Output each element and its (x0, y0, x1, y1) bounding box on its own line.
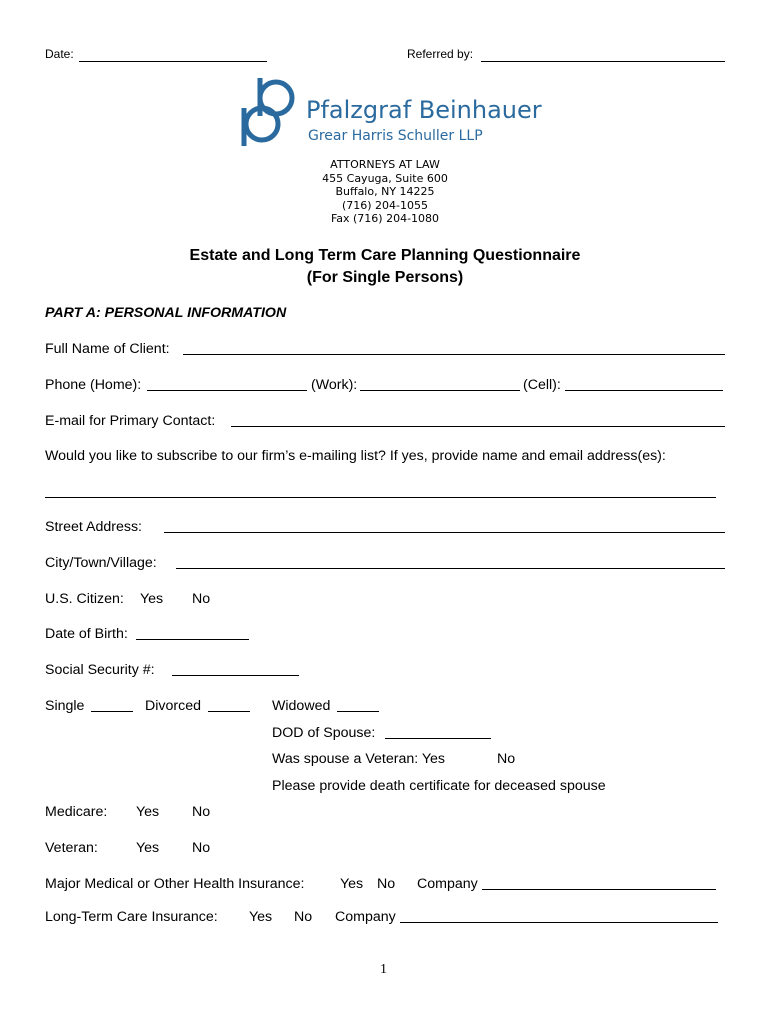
ltc-company-field[interactable] (400, 922, 718, 923)
ltc-no-option[interactable]: No (294, 909, 313, 925)
address-line: ATTORNEYS AT LAW (330, 158, 440, 171)
phone-work-label: (Work): (311, 377, 358, 393)
death-certificate-note: Please provide death certificate for deceased spouse (272, 778, 606, 794)
widowed-field[interactable] (337, 711, 379, 712)
full-name-label: Full Name of Client: (45, 341, 170, 357)
phone-cell-label: (Cell): (523, 377, 561, 393)
title-line: Estate and Long Term Care Planning Questionnaire (189, 247, 581, 264)
ltc-insurance-label: Long-Term Care Insurance: (45, 909, 218, 925)
divorced-label: Divorced (145, 698, 201, 714)
medicare-yes-option[interactable]: Yes (136, 804, 160, 820)
referred-by-label: Referred by: (407, 47, 474, 61)
veteran-label: Veteran: (45, 840, 98, 856)
page-title (0, 245, 770, 289)
medicare-label: Medicare: (45, 804, 108, 820)
date-label: Date: (45, 47, 74, 61)
subscribe-field[interactable] (45, 497, 716, 498)
firm-subname: Grear Harris Schuller LLP (308, 128, 483, 144)
single-field[interactable] (91, 711, 133, 712)
ssn-field[interactable] (172, 675, 299, 676)
single-label: Single (45, 698, 85, 714)
date-field[interactable] (79, 61, 267, 62)
phone-home-label: Phone (Home): (45, 377, 142, 393)
city-label: City/Town/Village: (45, 555, 157, 571)
dob-field[interactable] (136, 639, 249, 640)
spouse-veteran-no-option[interactable]: No (497, 751, 516, 767)
citizen-yes-option[interactable]: Yes (140, 591, 164, 607)
title-line: (For Single Persons) (306, 269, 464, 286)
street-field[interactable] (164, 532, 725, 533)
spouse-veteran-label: Was spouse a Veteran: Yes (272, 751, 445, 767)
veteran-yes-option[interactable]: Yes (136, 840, 160, 856)
citizen-no-option[interactable]: No (192, 591, 211, 607)
page-number: 1 (380, 962, 387, 977)
subscribe-question: Would you like to subscribe to our firm’s e-mailing list? If yes, provide name and email address(es): (45, 448, 666, 464)
major-medical-no-option[interactable]: No (377, 876, 396, 892)
firm-logo-icon (238, 78, 300, 148)
referred-by-field[interactable] (481, 61, 725, 62)
dod-spouse-label: DOD of Spouse: (272, 725, 376, 741)
address-line: (716) 204-1055 (341, 198, 429, 212)
section-heading: PART A: PERSONAL INFORMATION (45, 305, 287, 321)
phone-work-field[interactable] (360, 390, 520, 391)
major-medical-company-label: Company (417, 876, 478, 892)
ssn-label: Social Security #: (45, 662, 155, 678)
dod-spouse-field[interactable] (385, 738, 491, 739)
street-label: Street Address: (45, 519, 142, 535)
widowed-label: Widowed (272, 698, 331, 714)
email-label: E-mail for Primary Contact: (45, 413, 216, 429)
firm-name: Pfalzgraf Beinhauer (306, 96, 542, 124)
divorced-field[interactable] (208, 711, 250, 712)
firm-address (285, 158, 485, 226)
phone-home-field[interactable] (147, 390, 307, 391)
address-line: Buffalo, NY 14225 (335, 185, 435, 199)
medicare-no-option[interactable]: No (192, 804, 211, 820)
major-medical-company-field[interactable] (482, 889, 716, 890)
address-line: Fax (716) 204-1080 (330, 212, 440, 226)
full-name-field[interactable] (183, 354, 725, 355)
email-field[interactable] (231, 426, 725, 427)
citizen-label: U.S. Citizen: (45, 591, 124, 607)
ltc-yes-option[interactable]: Yes (249, 909, 273, 925)
major-medical-label: Major Medical or Other Health Insurance: (45, 876, 305, 892)
dob-label: Date of Birth: (45, 626, 128, 642)
ltc-company-label: Company (335, 909, 396, 925)
phone-cell-field[interactable] (565, 390, 723, 391)
city-field[interactable] (176, 568, 725, 569)
major-medical-yes-option[interactable]: Yes (340, 876, 364, 892)
address-line: 455 Cayuga, Suite 600 (322, 171, 448, 185)
veteran-no-option[interactable]: No (192, 840, 211, 856)
